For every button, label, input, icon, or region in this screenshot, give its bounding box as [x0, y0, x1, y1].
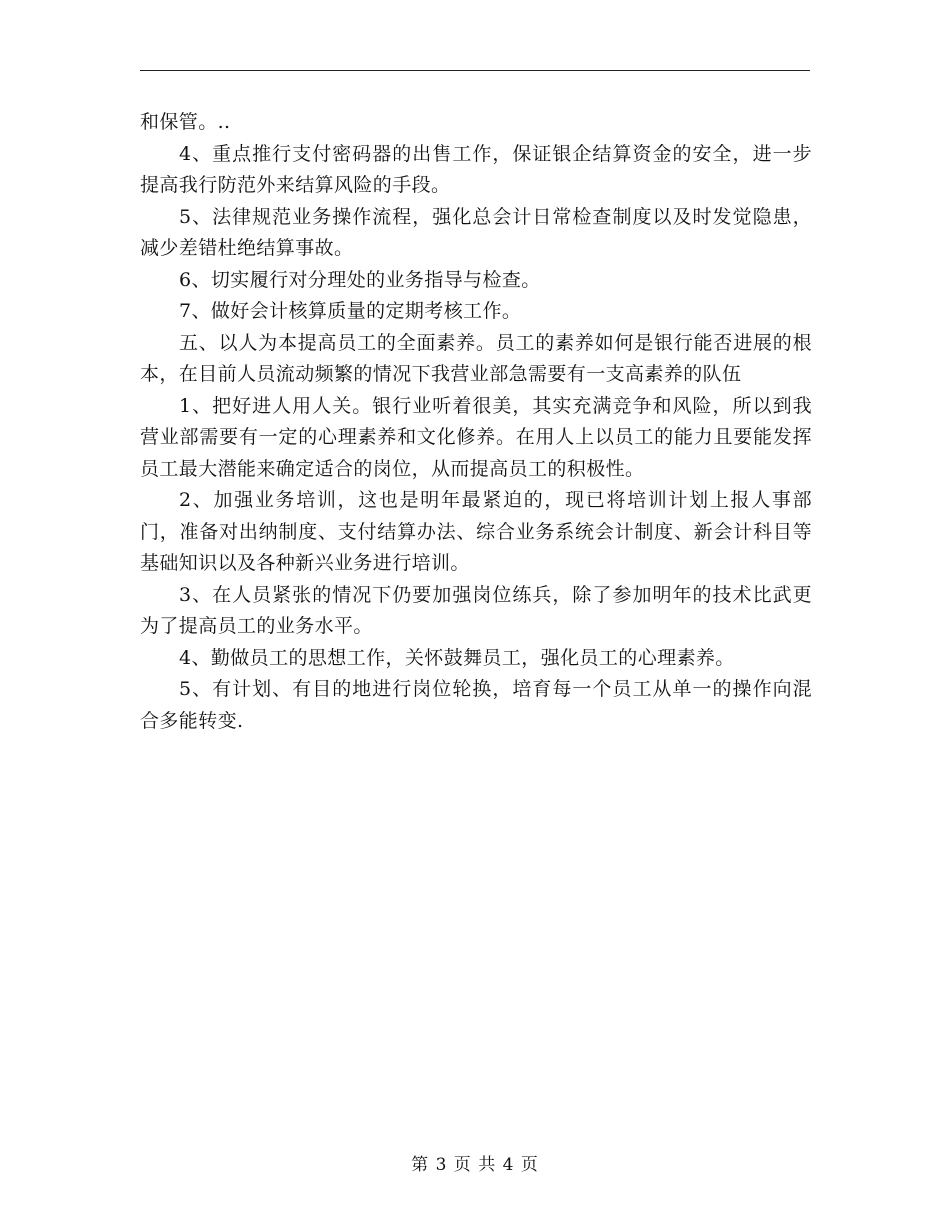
header-rule	[140, 70, 810, 71]
paragraph: 6、切实履行对分理处的业务指导与检查。	[179, 268, 541, 291]
paragraph: 4、重点推行支付密码器的出售工作，保证银企结算资金的安全，进一步提高我行防范外来结算风险的手段。	[140, 142, 812, 196]
paragraph: 5、法律规范业务操作流程，强化总会计日常检查制度以及时发觉隐患，减少差错杜绝结算事故。	[140, 205, 812, 259]
paragraph: 5、有计划、有目的地进行岗位轮换，培育每一个员工从单一的操作向混合多能转变.	[140, 678, 812, 732]
paragraph: 和保管。..	[140, 111, 231, 133]
section-heading-paragraph: 五、以人为本提高员工的全面素养。员工的素养如何是银行能否进展的根本，在目前人员流动频繁的情况下我营业部急需要有一支高素养的队伍	[140, 331, 812, 385]
page-number-footer: 第 3 页 共 4 页	[411, 1155, 539, 1175]
paragraph: 1、把好进人用人关。银行业听着很美，其实充满竞争和风险，所以到我营业部需要有一定的心理素养和文化修养。在用人上以员工的能力且要能发挥员工最大潜能来确定适合的岗位，从而提高员工的积极性。	[140, 394, 812, 480]
body-text	[140, 107, 812, 737]
paragraph: 2、加强业务培训，这也是明年最紧迫的，现已将培训计划上报人事部门，准备对出纳制度、支付结算办法、综合业务系统会计制度、新会计科目等基础知识以及各种新兴业务进行培训。	[140, 489, 812, 574]
paragraph: 3、在人员紧张的情况下仍要加强岗位练兵，除了参加明年的技术比武更为了提高员工的业务水平。	[140, 583, 812, 637]
paragraph: 4、勤做员工的思想工作，关怀鼓舞员工，强化员工的心理素养。	[179, 646, 735, 669]
paragraph: 7、做好会计核算质量的定期考核工作。	[179, 300, 522, 322]
